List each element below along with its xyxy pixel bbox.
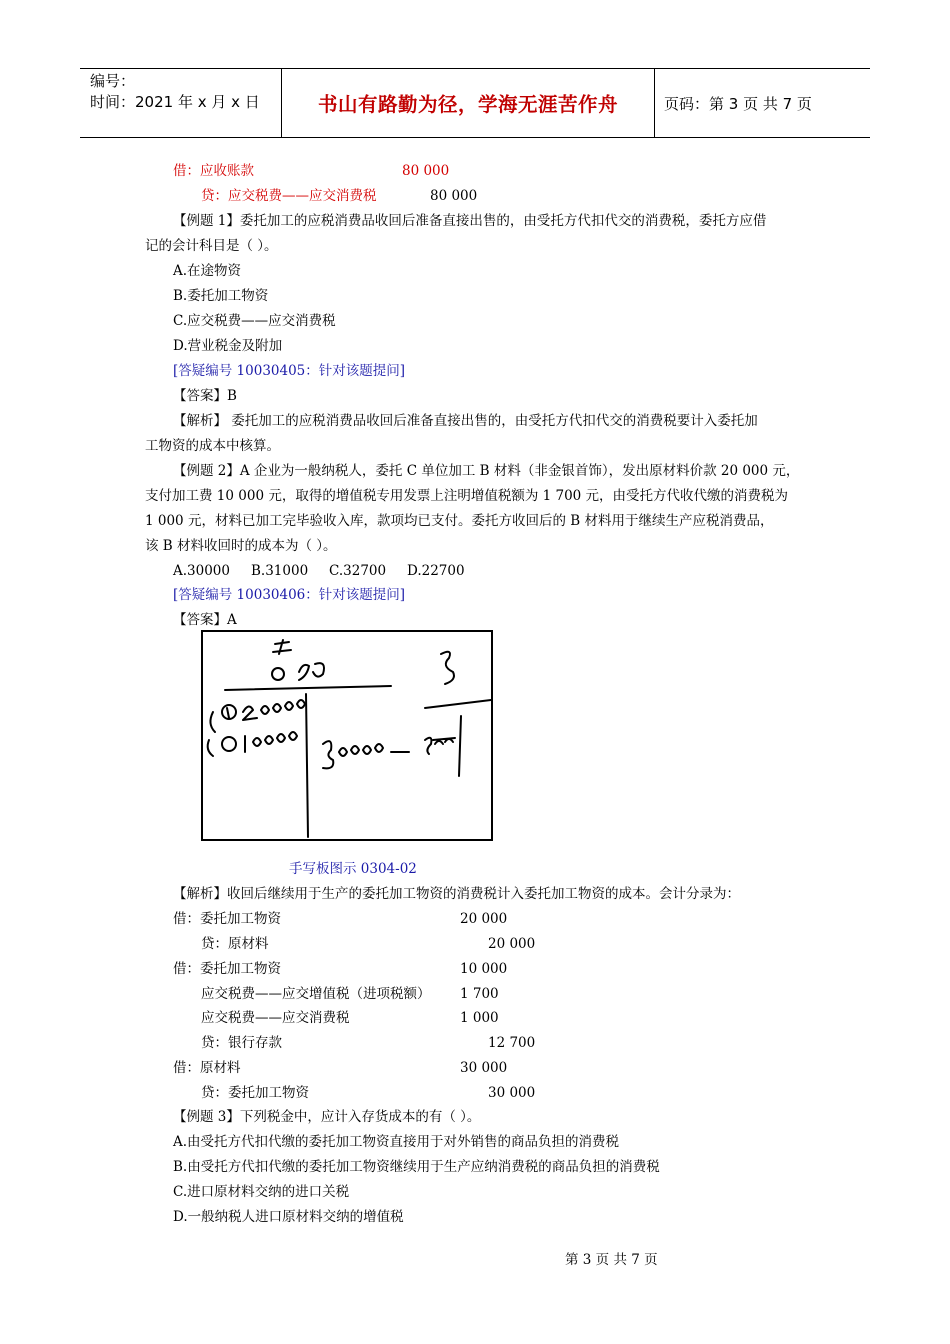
ex1-question-line2: 记的会计科目是（ ）。 <box>145 238 278 254</box>
journal-amount-8: 30 000 <box>488 1085 536 1101</box>
journal-amount-6: 12 700 <box>488 1035 536 1051</box>
page-footer: 第 3 页 共 7 页 <box>565 1252 658 1268</box>
ex2-question-line2: 支付加工费 10 000 元，取得的增值税专用发票上注明增值税额为 1 700 元，由受托方代收代缴的消费税为 <box>145 488 789 504</box>
ex2-figure-caption: 手写板图示 0304-02 <box>289 861 417 877</box>
ex2-question-line3: 1 000 元，材料已加工完毕验收入库，款项均已支付。委托方收回后的 B 材料用于继续生产应税消费品， <box>145 513 774 529</box>
journal-account-4: 应交税费——应交增值税（进项税额） <box>201 986 431 1002</box>
journal-amount-2: 20 000 <box>488 936 536 952</box>
ex3-option-b: B.由受托方代扣代缴的委托加工物资继续用于生产应纳消费税的商品负担的消费税 <box>173 1159 660 1175</box>
ex2-answer: 【答案】A <box>173 612 237 628</box>
ex1-analysis-line2: 工物资的成本中核算。 <box>145 438 280 454</box>
handwriting-board <box>201 630 493 841</box>
number-label: 编号： <box>90 72 136 90</box>
ex1-analysis-line1: 【解析】 委托加工的应税消费品收回后准备直接出售的，由受托方代扣代交的消费税要计入委托加 <box>173 413 758 429</box>
ex3-option-c: C.进口原材料交纳的进口关税 <box>173 1184 350 1200</box>
journal-amount-7: 30 000 <box>460 1060 508 1076</box>
journal-amount-1: 20 000 <box>460 911 508 927</box>
ex2-question-line1: 【例题 2】A 企业为一般纳税人，委托 C 单位加工 B 材料（非金银首饰），发出原材料价款 20 000 元， <box>173 463 800 479</box>
journal-account-7: 借：原材料 <box>173 1060 241 1076</box>
entry0-debit-amount: 80 000 <box>402 163 450 179</box>
journal-account-8: 贷：委托加工物资 <box>201 1085 309 1101</box>
ex3-option-a: A.由受托方代扣代缴的委托加工物资直接用于对外销售的商品负担的消费税 <box>173 1134 620 1150</box>
journal-amount-4: 1 700 <box>460 986 499 1002</box>
journal-amount-5: 1 000 <box>460 1010 499 1026</box>
entry0-credit-account: 贷：应交税费——应交消费税 <box>201 188 377 204</box>
ex1-option-d: D.营业税金及附加 <box>173 338 283 354</box>
journal-account-5: 应交税费——应交消费税 <box>201 1010 350 1026</box>
journal-account-3: 借：委托加工物资 <box>173 961 281 977</box>
entry0-debit-account: 借：应收账款 <box>173 163 254 179</box>
ex1-qa-link[interactable]: [答疑编号 10030405：针对该题提问] <box>173 363 406 379</box>
journal-amount-3: 10 000 <box>460 961 508 977</box>
journal-account-6: 贷：银行存款 <box>201 1035 282 1051</box>
ex1-option-b: B.委托加工物资 <box>173 288 269 304</box>
ex3-question: 【例题 3】下列税金中，应计入存货成本的有（ ）。 <box>173 1109 481 1125</box>
ex2-option-c: C.32700 <box>329 563 387 579</box>
ex2-option-a: A.30000 <box>173 563 230 579</box>
ex1-option-c: C.应交税费——应交消费税 <box>173 313 336 329</box>
ex2-option-b: B.31000 <box>251 563 309 579</box>
ex2-question-line4: 该 B 材料收回时的成本为（ ）。 <box>145 538 337 554</box>
header-motto: 书山有路勤为径，学海无涯苦作舟 <box>281 69 655 137</box>
header-left <box>90 71 280 113</box>
entry0-credit-amount: 80 000 <box>430 188 478 204</box>
ex2-option-d: D.22700 <box>407 563 465 579</box>
ex2-analysis: 【解析】收回后继续用于生产的委托加工物资的消费税计入委托加工物资的成本。会计分录为： <box>173 886 740 902</box>
page-header <box>80 68 870 138</box>
ex1-option-a: A.在途物资 <box>173 263 242 279</box>
handwriting-sketch <box>203 632 491 839</box>
journal-account-1: 借：委托加工物资 <box>173 911 281 927</box>
journal-account-2: 贷：原材料 <box>201 936 269 952</box>
time-label: 时间：2021 年 x 月 x 日 <box>90 93 260 111</box>
ex3-option-d: D.一般纳税人进口原材料交纳的增值税 <box>173 1209 404 1225</box>
ex1-question-line1: 【例题 1】委托加工的应税消费品收回后准备直接出售的，由受托方代扣代交的消费税，委托方应借 <box>173 213 767 229</box>
header-page-label: 页码：第 3 页 共 7 页 <box>664 95 812 113</box>
ex2-qa-link[interactable]: [答疑编号 10030406：针对该题提问] <box>173 587 406 603</box>
ex1-answer: 【答案】B <box>173 388 237 404</box>
